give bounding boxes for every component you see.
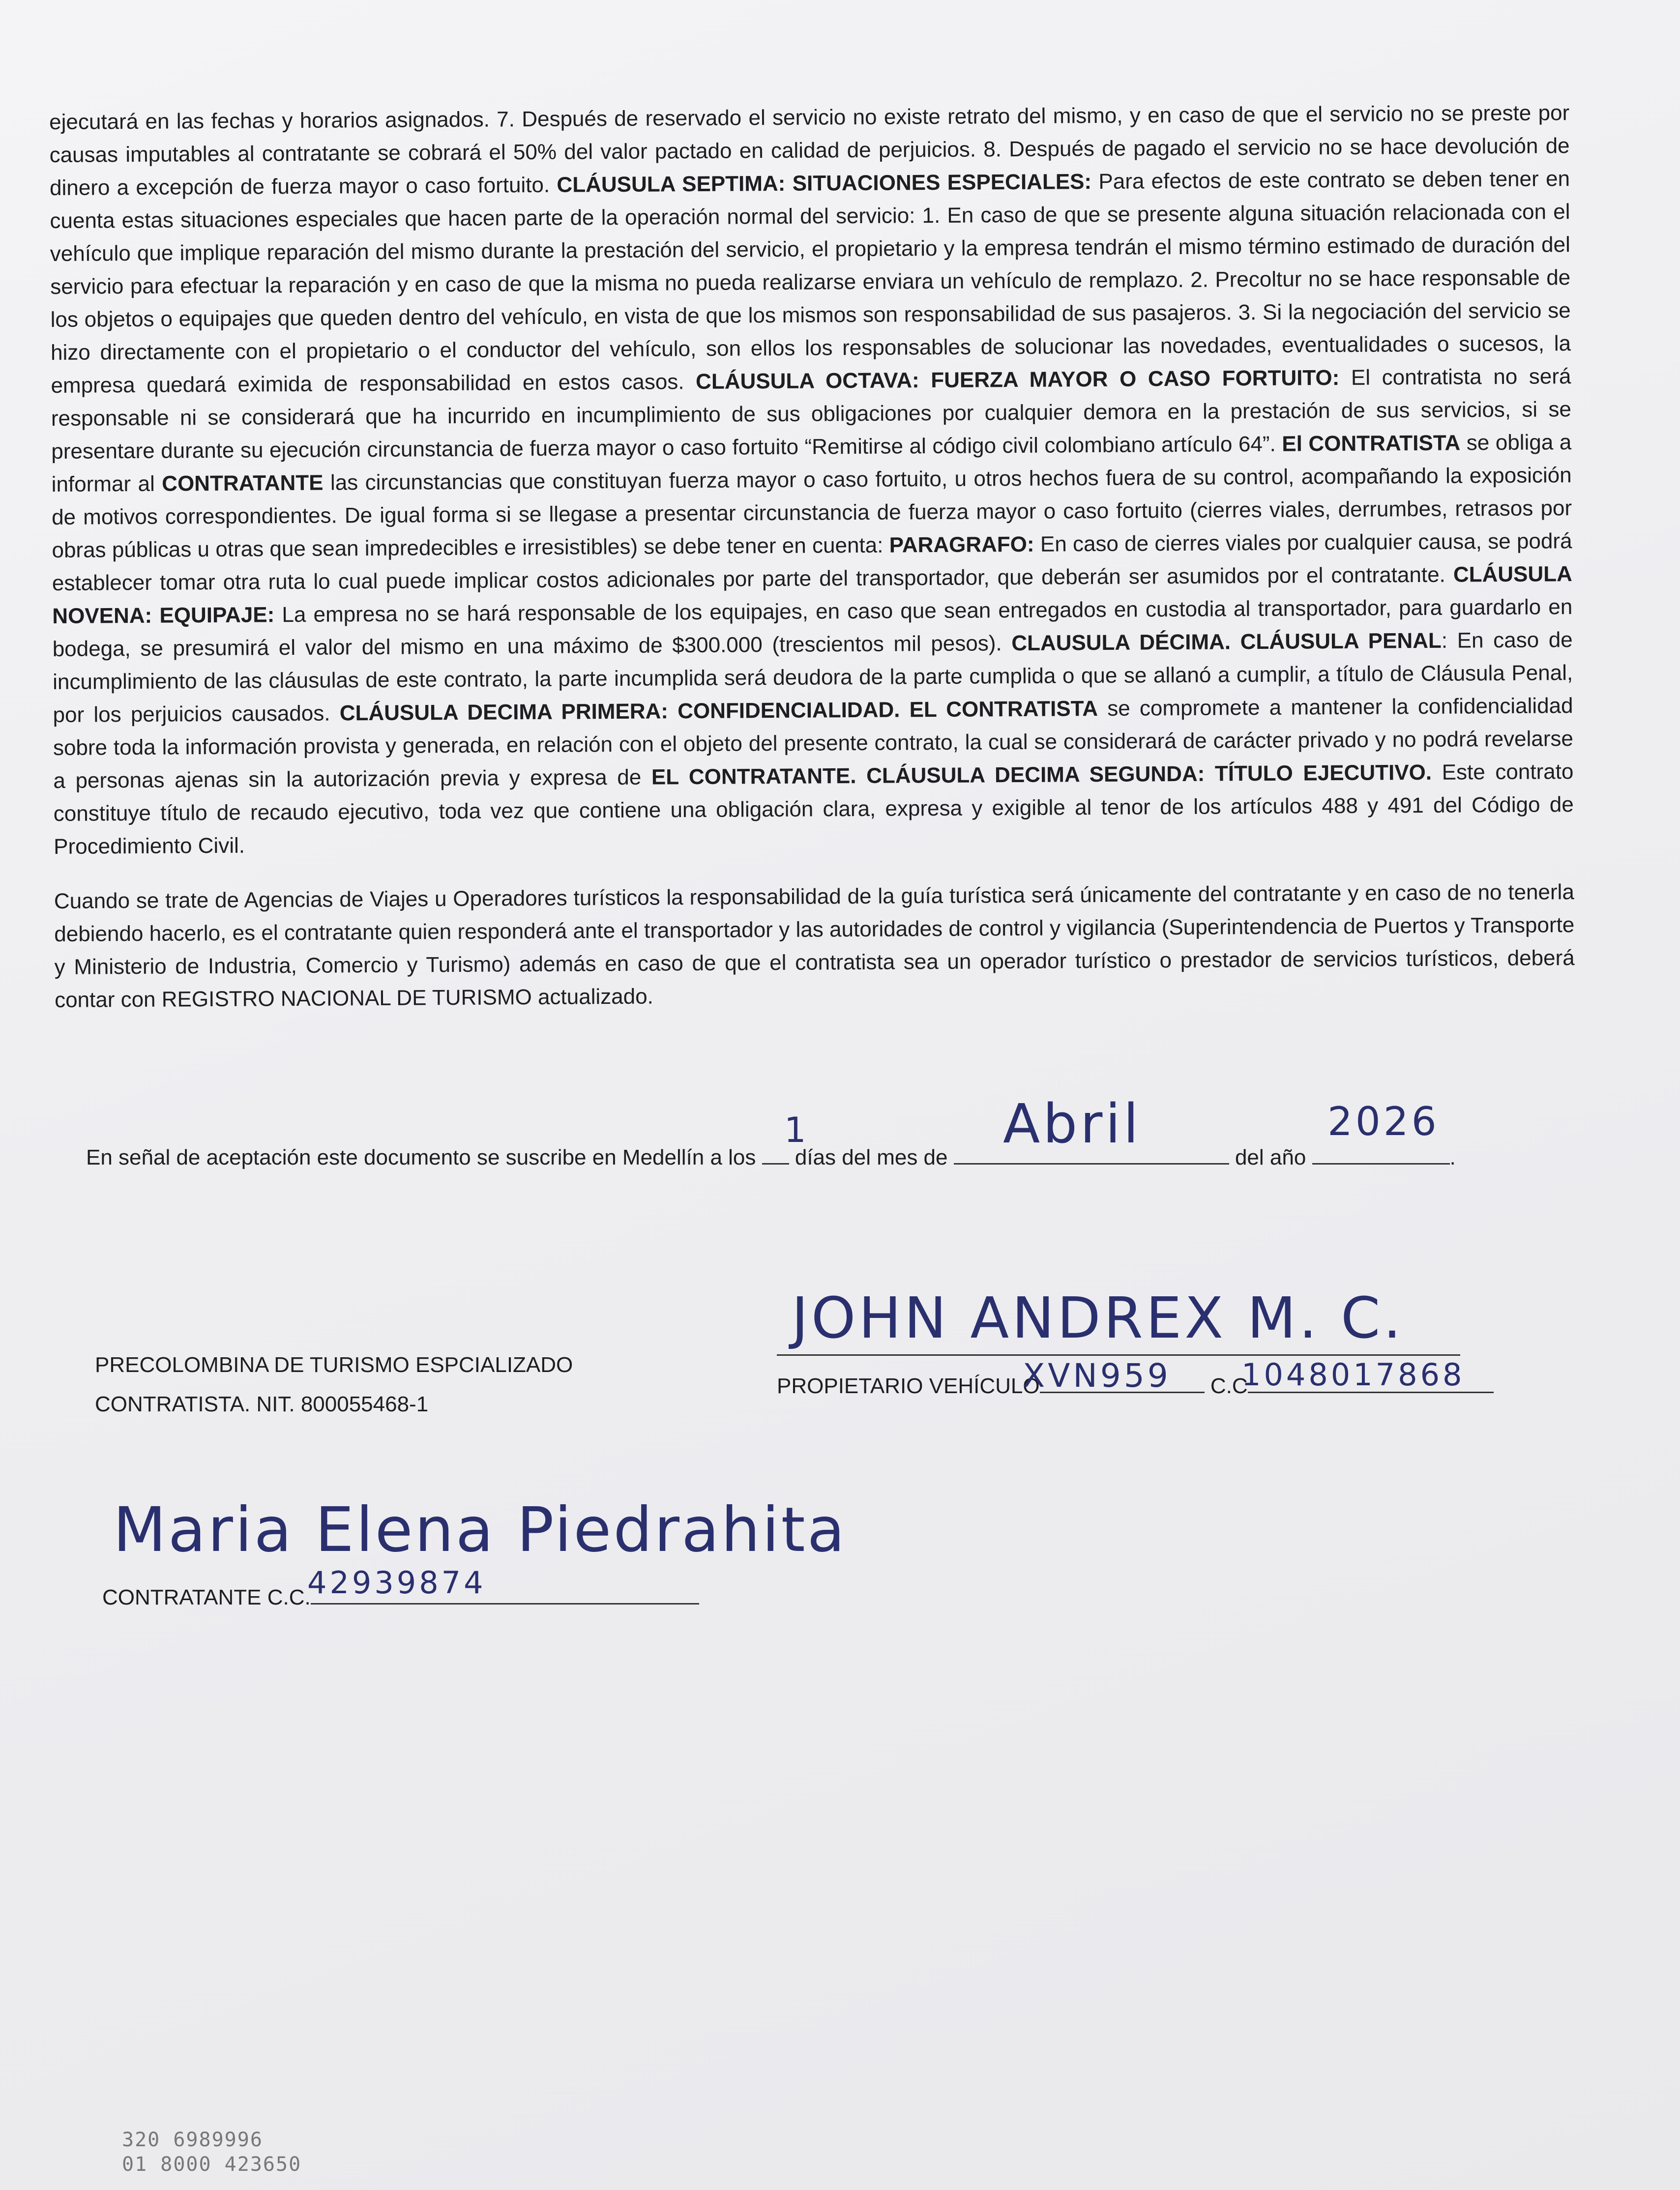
propietario-signature: JOHN ANDREX M. C.: [792, 1285, 1404, 1351]
clause-heading-12: EL CONTRATANTE. CLÁUSULA DECIMA SEGUNDA: TÍTULO EJECUTIVO.: [651, 760, 1432, 789]
clause-text: Este contrato constituye título de recaudo ejecutivo, toda vez que contiene una obligación clara, expresa y exigible al tenor de los artículos 488 y 491 del Código de Procedimiento Civil.: [53, 759, 1574, 859]
contratante-label: CONTRATANTE C.C.: [102, 1585, 311, 1609]
handwritten-year: 2026: [1327, 1099, 1440, 1144]
clause-heading-8: CLÁUSULA OCTAVA: FUERZA MAYOR O CASO FORTUITO:: [695, 365, 1340, 394]
handwritten-contratante-cc: 42939874: [307, 1565, 486, 1601]
clause-text: El contratista no será responsable ni se considerará que ha incurrido en incumplimiento de sus obligaciones por cualquier demora en la prestación de sus servicios, si se presentare durante su ejecución circunstancia de fuerza mayor o caso fortuito “Remitirse al código civil colombiano artículo 64”.: [51, 364, 1571, 464]
handwritten-plate: XVN959: [1023, 1357, 1171, 1395]
contratante-signature: Maria Elena Piedrahita: [113, 1494, 847, 1566]
contratante-cc-blank: [311, 1603, 699, 1605]
day-blank: [762, 1163, 789, 1165]
clause-text: En caso de cierres viales por cualquier causa, se podrá establecer tomar otra ruta lo cual puede implicar costos adicionales por parte del transportador, que deberán ser asumidos por el contratante.: [52, 529, 1572, 595]
acceptance-prefix: En señal de aceptación este documento se suscribe en Medellín a los: [86, 1145, 756, 1169]
clause-text: se compromete a mantener la confidencialidad sobre toda la información provista y generada, en relación con el objeto del presente contrato, la cual se considerará de carácter privado y no podrá revelarse a personas ajenas sin la autorización previa y expresa de: [53, 694, 1574, 793]
footer-phone-1: 320 6989996: [122, 2129, 263, 2151]
contratista-name: PRECOLOMBINA DE TURISMO ESPCIALIZADO: [95, 1353, 573, 1377]
clause-heading-10: CLAUSULA DÉCIMA. CLÁUSULA PENAL: [1011, 628, 1442, 656]
footer-phone-2: 01 8000 423650: [122, 2153, 302, 2176]
clause-text: ejecutará en las fechas y horarios asignados. 7. Después de reservado el servicio no existe retrato del mismo, y en caso de que el servicio no se preste por causas imputables al contratante se cobrará el 50% del valor pactado en calidad de perjuicios. 8. Después de pagado el servicio no se hace devolución de dinero a excepción de fuerza mayor o caso fortuito.: [49, 101, 1570, 200]
acceptance-line: [86, 1145, 1456, 1170]
term-contratante: CONTRATANTE: [162, 470, 324, 496]
month-blank: [954, 1163, 1229, 1165]
acceptance-middle: días del mes de: [795, 1145, 948, 1169]
clauses-paragraph: [49, 96, 1574, 863]
propietario-cc-label: C.C: [1210, 1374, 1248, 1398]
clause-heading-9: CLÁUSULA NOVENA: EQUIPAJE:: [52, 562, 1573, 628]
contract-body: [49, 96, 1575, 1038]
clause-text: : En caso de incumplimiento de las cláusulas de este contrato, la parte incumplida será deudora de la parte cumplida o que se allanó a cumplir, a título de Cláusula Penal, por los perjuicios causados.: [53, 628, 1573, 727]
clause-text: Para efectos de este contrato se deben tener en cuenta estas situaciones especiales que hacen parte de la operación normal del servicio: 1. En caso de que se presente alguna situación relacionada con el vehículo que implique reparación del mismo durante la prestación del servicio, el propietario y la empresa tendrán el mismo término estimado de duración del servicio para efectuar la reparación y en caso de que la misma no pueda realizarse enviara un vehículo de remplazo. 2. Precoltur no se hace responsable de los objetos o equipajes que queden dentro del vehículo, en vista de que los mismos son responsabilidad de sus pasajeros. 3. Si la negociación del servicio se hizo directamente con el propietario o el conductor del vehículo, son ellos los responsables de solucionar las novedades, eventualidades o sucesos, la empresa quedará eximida de responsabilidad en estos casos.: [50, 167, 1571, 398]
handwritten-day: 1: [784, 1110, 809, 1150]
clause-text: La empresa no se hará responsable de los equipajes, en caso que sean entregados en custodia al transportador, para guardarlo en bodega, se presumirá el valor del mismo en una máximo de $300.000 (trescientos mil pesos).: [52, 595, 1573, 661]
clause-text: se obliga a informar al: [51, 430, 1572, 496]
acceptance-year-label: del año: [1235, 1145, 1306, 1169]
acceptance-end: .: [1449, 1145, 1456, 1169]
clause-heading-11: CLÁUSULA DECIMA PRIMERA: CONFIDENCIALIDAD. EL CONTRATISTA: [339, 696, 1098, 726]
propietario-label: PROPIETARIO VEHÍCULO: [777, 1374, 1040, 1398]
handwritten-month: Abril: [1003, 1092, 1142, 1155]
term-contratista: El CONTRATISTA: [1282, 431, 1461, 456]
term-paragrafo: PARAGRAFO:: [889, 532, 1034, 557]
clause-heading-7: CLÁUSULA SEPTIMA: SITUACIONES ESPECIALES:: [557, 170, 1092, 197]
contratista-nit: CONTRATISTA. NIT. 800055468-1: [95, 1392, 429, 1416]
handwritten-propietario-cc: 1048017868: [1241, 1357, 1465, 1393]
clause-text: las circunstancias que constituyan fuerza mayor o caso fortuito, u otros hechos fuera de su control, acompañando la exposición de motivos correspondientes. De igual forma si se llegase a presentar circunstancia de fuerza mayor o caso fortuito (cierres viales, derrumbes, retrasos por obras públicas u otras que sean impredecibles e irresistibles) se debe tener en cuenta:: [51, 463, 1572, 562]
year-blank: [1312, 1163, 1450, 1165]
propietario-signature-line: [777, 1354, 1460, 1356]
tourism-paragraph: Cuando se trate de Agencias de Viajes u Operadores turísticos la responsabilidad de la guía turística será únicamente del contratante y en caso de no tenerla debiendo hacerlo, es el contratante quien responderá ante el transportador y las autoridades de control y vigilancia (Superintendencia de Puertos y Transporte y Ministerio de Industria, Comercio y Turismo) además en caso de que el contratista sea un operador turístico o prestador de servicios turísticos, deberá contar con REGISTRO NACIONAL DE TURISMO actualizado.: [54, 880, 1575, 1012]
